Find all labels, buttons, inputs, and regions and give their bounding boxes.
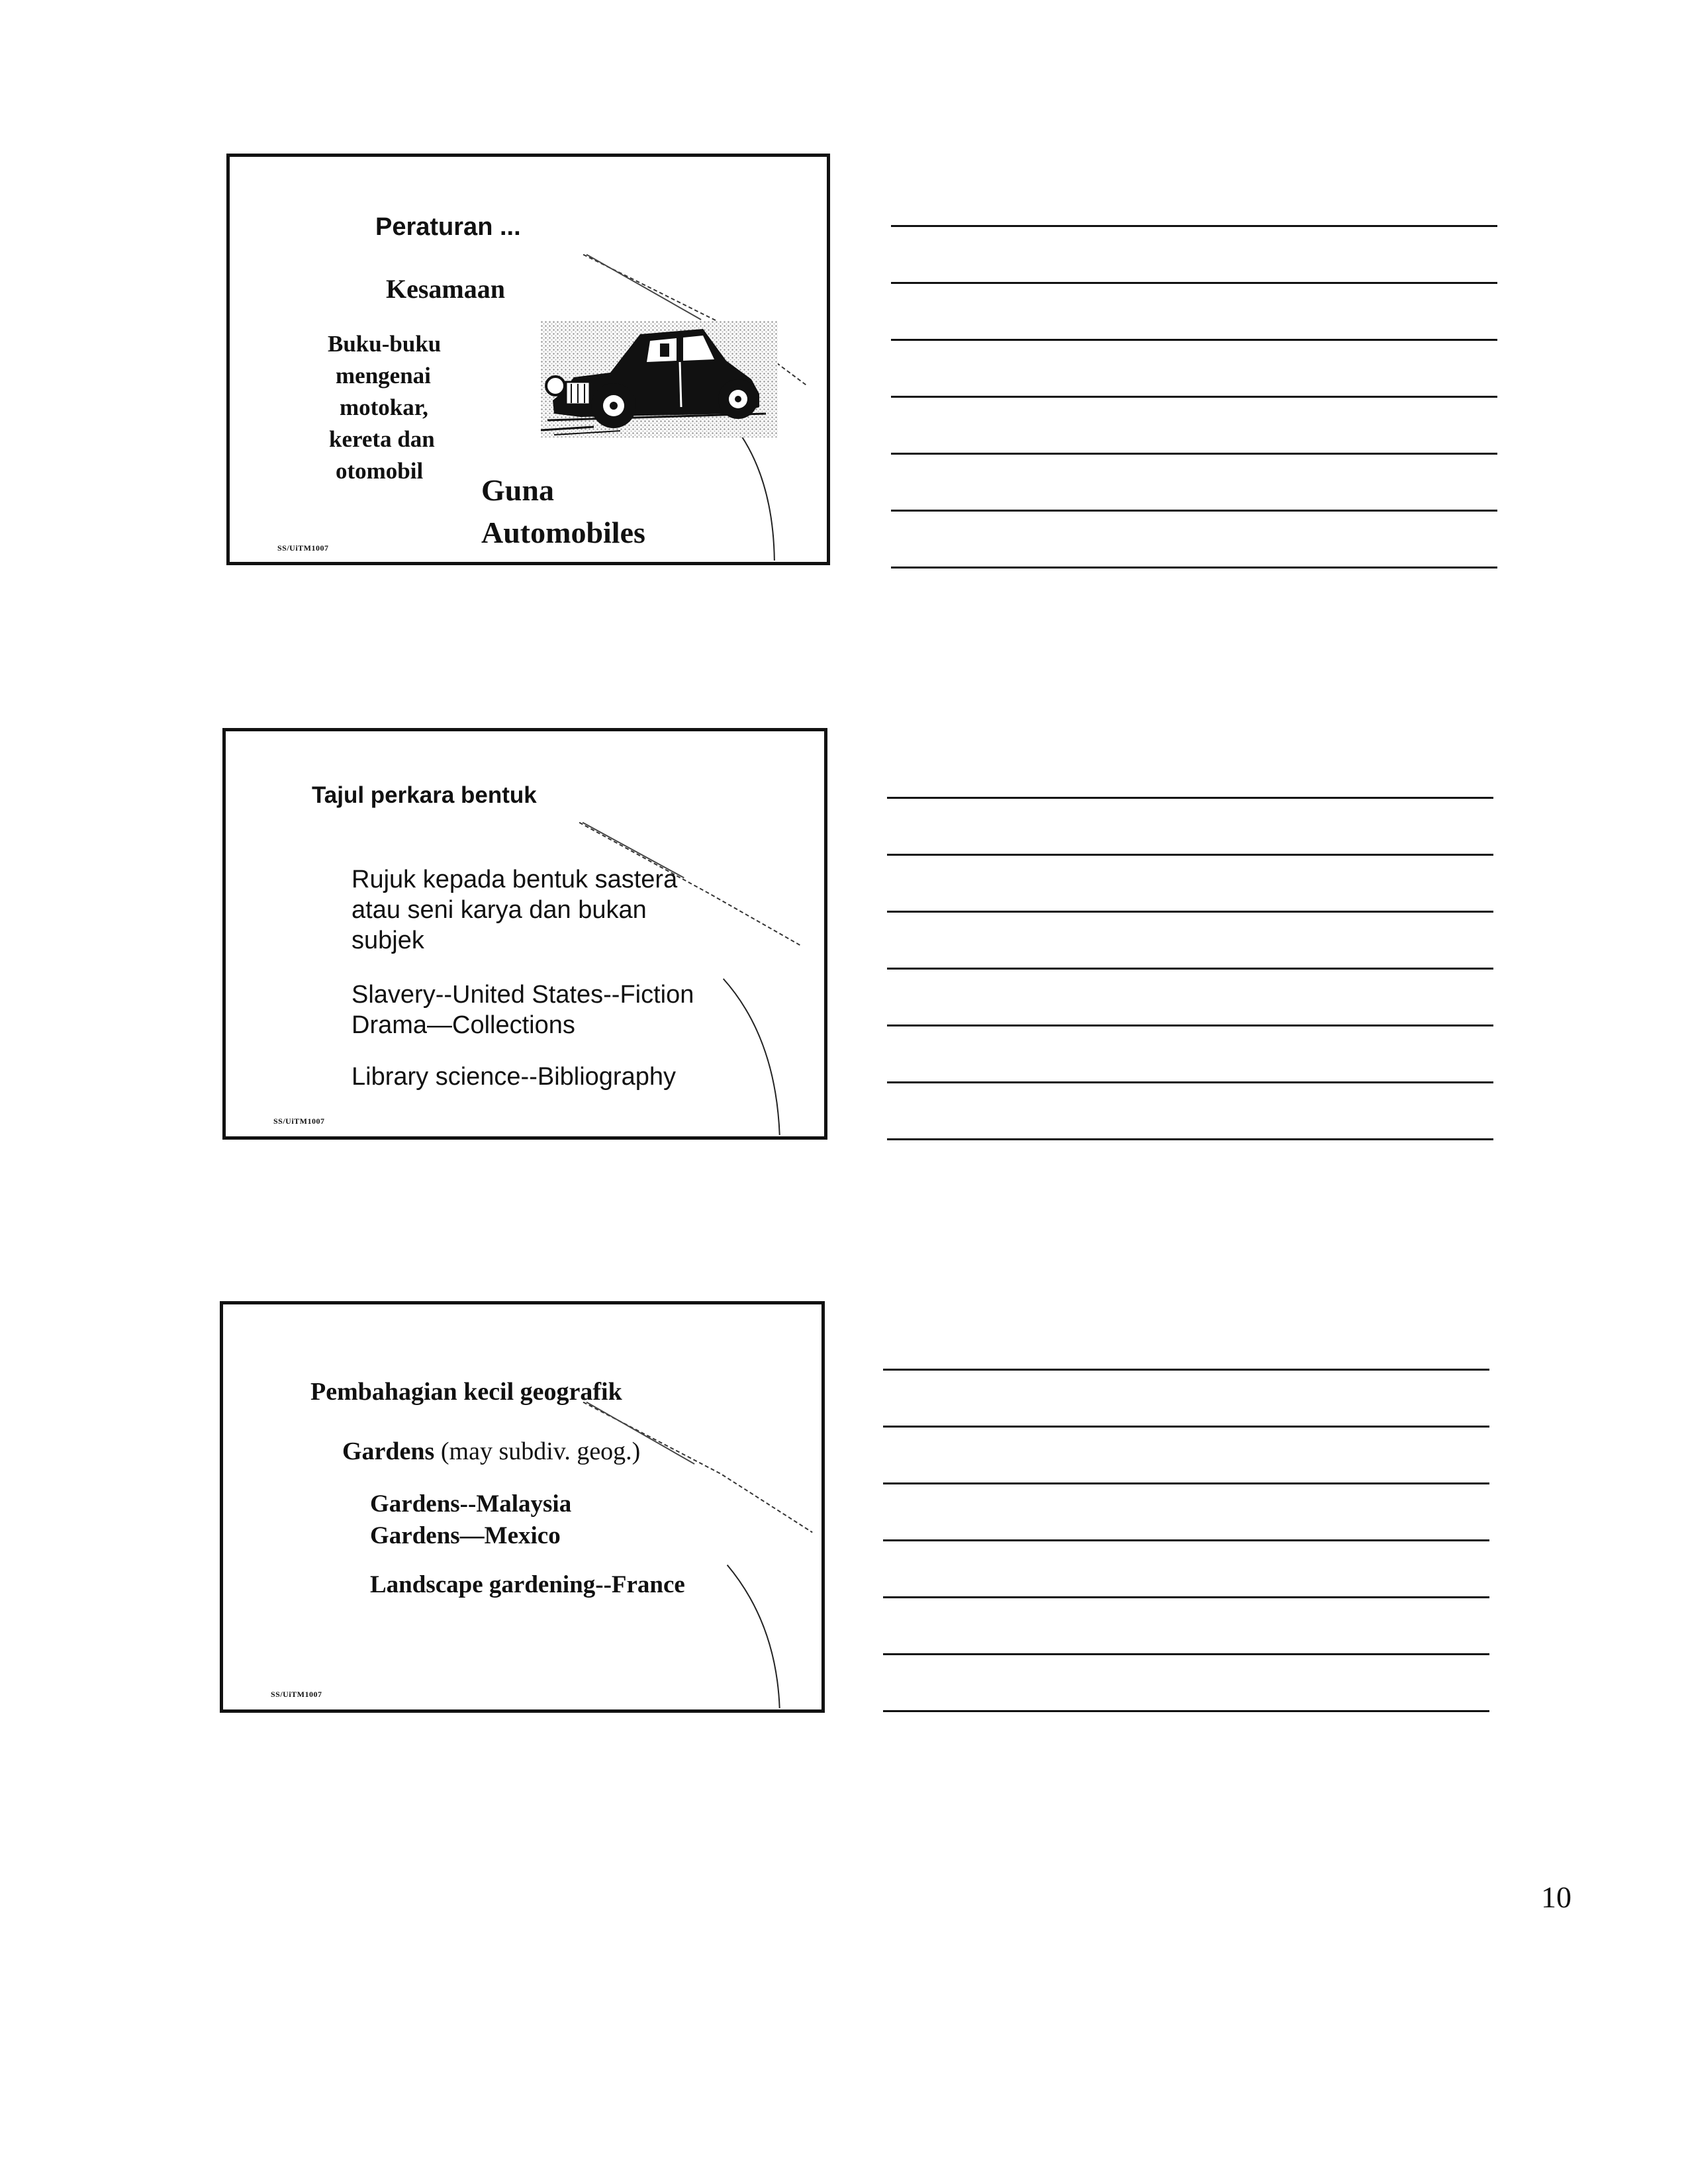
slide-1-footer: SS/UiTM1007: [277, 543, 329, 553]
notes-line: [887, 968, 1493, 970]
notes-line: [887, 797, 1493, 799]
slide-1: [226, 154, 830, 565]
slide-2-footer: SS/UiTM1007: [273, 1116, 325, 1126]
vintage-car-icon: [541, 321, 778, 437]
slide-3-title: Pembahagian kecil geografik: [310, 1378, 622, 1406]
notes-line: [883, 1369, 1489, 1371]
slide-1-body-line: Buku-buku: [328, 331, 442, 357]
slide-2-paragraph-line: subjek: [352, 927, 424, 954]
slide-1-body-line: motokar,: [340, 394, 428, 420]
notes-line: [887, 1024, 1493, 1026]
notes-line: [887, 854, 1493, 856]
notes-line: [883, 1710, 1489, 1712]
notes-line: [887, 911, 1493, 913]
notes-line: [891, 339, 1497, 341]
notes-line: [883, 1426, 1489, 1428]
notes-line: [887, 1138, 1493, 1140]
slide-2-paragraph-line: Rujuk kepada bentuk sastera: [352, 866, 678, 893]
slide-1-use-label: Guna: [481, 473, 554, 507]
slide-2-title: Tajul perkara bentuk: [312, 782, 537, 808]
slide-1-title: Peraturan ...: [375, 213, 521, 241]
slide-3-example: Gardens--Malaysia: [370, 1490, 572, 1518]
slide-3-example: Gardens—Mexico: [370, 1522, 561, 1549]
slide-2: [222, 728, 827, 1140]
slide-1-use-label: Automobiles: [481, 516, 645, 549]
page-number: 10: [1541, 1880, 1571, 1914]
notes-line: [883, 1539, 1489, 1541]
slide-1-subtitle: Kesamaan: [386, 274, 505, 304]
notes-line: [887, 1081, 1493, 1083]
slide-3-example: Landscape gardening--France: [370, 1571, 685, 1598]
slide-3: [220, 1301, 825, 1713]
notes-line: [891, 567, 1497, 569]
slide-2-paragraph-line: Drama—Collections: [352, 1011, 575, 1039]
slide-1-body-line: kereta dan: [329, 426, 435, 452]
notes-line: [883, 1482, 1489, 1484]
notes-line: [883, 1596, 1489, 1598]
slide-1-body-line: mengenai: [336, 363, 431, 388]
slide-3-heading-note: (may subdiv. geog.): [440, 1437, 641, 1465]
notes-line: [883, 1653, 1489, 1655]
slide-2-paragraph-line: atau seni karya dan bukan: [352, 896, 647, 924]
slide-2-paragraph-line: Library science--Bibliography: [352, 1063, 676, 1091]
slide-3-footer: SS/UiTM1007: [271, 1690, 322, 1699]
notes-line: [891, 510, 1497, 512]
slide-3-heading-term: Gardens: [342, 1437, 435, 1465]
notes-line: [891, 396, 1497, 398]
notes-line: [891, 453, 1497, 455]
slide-3-heading: [342, 1437, 640, 1467]
notes-line: [891, 282, 1497, 284]
slide-2-paragraph-line: Slavery--United States--Fiction: [352, 981, 694, 1009]
slide-1-body-line: otomobil: [336, 458, 424, 484]
notes-line: [891, 225, 1497, 227]
